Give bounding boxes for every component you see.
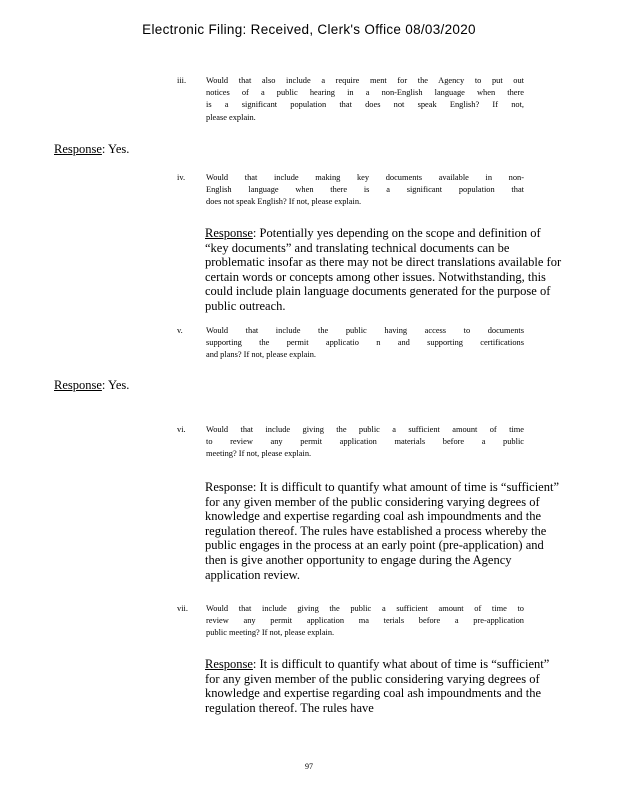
question-line: notices of a public hearing in a non-English language when there	[206, 88, 524, 98]
question-line: meeting? If not, please explain.	[206, 449, 312, 459]
question-vii	[178, 603, 523, 640]
question-line: public meeting? If not, please explain.	[206, 628, 335, 638]
response-label: Response	[54, 378, 102, 392]
question-line: Would that include the public having access to documents	[206, 326, 524, 335]
response-label: Response	[54, 142, 102, 156]
page-number: 97	[305, 762, 313, 771]
response-v	[54, 378, 129, 393]
question-vi	[178, 424, 523, 461]
response-vii-text: : It is difficult to quantify what about of time is “sufficient” for any given member of the public considering varying degrees of knowledge and expertise regarding coal ash impoundments and the regulation thereof. The rules have	[205, 657, 550, 715]
question-iv	[178, 172, 523, 209]
question-line: does not speak English? If not, please explain.	[206, 197, 362, 207]
question-number: vii.	[177, 604, 188, 613]
question-line: is a significant population that does not speak English? If not,	[206, 100, 524, 110]
response-iv	[205, 226, 565, 314]
question-number: v.	[177, 326, 183, 335]
filing-header: Electronic Filing: Received, Clerk's Office 08/03/2020	[142, 22, 476, 37]
question-iii	[178, 75, 523, 124]
response-iii	[54, 142, 129, 157]
question-line: Would that include making key documents available in non-	[206, 173, 524, 182]
question-line: Would that include giving the public a sufficient amount of time to	[206, 604, 524, 613]
question-line: Would that include giving the public a sufficient amount of time	[206, 425, 524, 434]
response-yes: : Yes.	[101, 142, 130, 156]
question-line: to review any permit application materials before a public	[206, 437, 524, 447]
response-label: Response	[205, 226, 253, 240]
response-yes: : Yes.	[101, 378, 130, 392]
question-v	[178, 325, 523, 362]
question-line: English language when there is a significant population that	[206, 185, 524, 195]
response-iv-text: : Potentially yes depending on the scope and definition of “key documents” and translating technical documents can be problematic insofar as there may not be direct translations available for certain words or concepts among other issues. Notwithstanding, this could include plain language documents generated for the purpose of public outreach.	[205, 226, 562, 313]
question-line: please explain.	[206, 112, 256, 122]
question-line: supporting the permit applicatio n and supporting certifications	[206, 338, 524, 348]
question-number: vi.	[177, 425, 186, 434]
question-number: iii.	[177, 76, 187, 85]
question-line: review any permit application ma terials before a pre-application	[206, 616, 524, 626]
response-label: Response	[205, 657, 253, 671]
question-line: Would that also include a require ment for the Agency to put out	[206, 76, 524, 85]
question-number: iv.	[177, 173, 186, 182]
response-vii	[205, 657, 565, 715]
response-vi: Response: It is difficult to quantify what amount of time is “sufficient” for any given member of the public considering varying degrees of knowledge and expertise regarding coal ash impoundments and the regulation thereof. The rules have established a process whereby the public engages in the process at an early point (pre-application) and then is give another opportunity to engage during the Agency application review.	[205, 480, 559, 582]
question-line: and plans? If not, please explain.	[206, 350, 316, 360]
